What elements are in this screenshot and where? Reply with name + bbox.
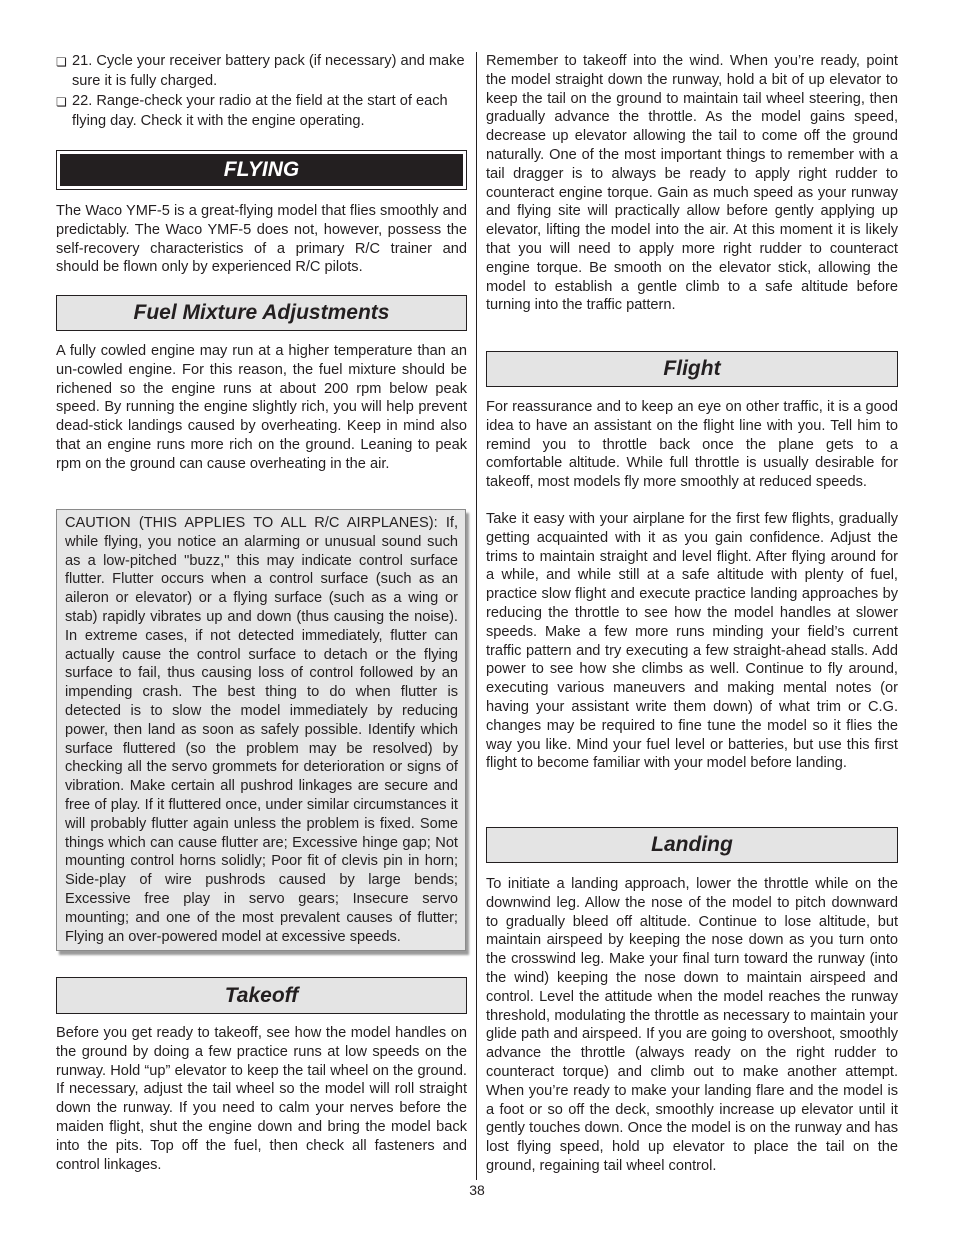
flying-paragraph: The Waco YMF-5 is a great-flying model that flies smoothly and predictably. The Waco YMF-5 does not, however, possess the self-recovery characteristics of a primary R/C trainer and should be flown only by experienced R/C pilots. — [56, 203, 467, 276]
checklist-item — [56, 52, 467, 91]
flight-header: Flight — [486, 351, 898, 387]
checkbox-icon[interactable] — [56, 57, 70, 66]
takeoff-paragraph: Before you get ready to takeoff, see how the model handles on the ground by doing a few practice runs at low speeds on the runway. Hold “up” elevator to keep the tail wheel on the ground. If necessary, adjust the tail wheel so the model will roll straight down the runway. If you need to calm your nerves before the maiden flight, shut the engine down and bring the model back into the pits. Top off the fuel, then check all fasteners and control linkages. — [56, 1025, 467, 1173]
landing-header: Landing — [486, 827, 898, 863]
takeoff-header: Takeoff — [56, 977, 467, 1014]
flying-header — [56, 150, 467, 190]
checklist-item-text: 21. Cycle your receiver battery pack (if necessary) and make sure it is fully charged. — [72, 53, 465, 89]
landing-paragraph: To initiate a landing approach, lower the throttle while on the downwind leg. Allow the nose of the model to pitch downward to gradually bleed off altitude. Continue to lose altitude, but maintain airspeed by keeping the nose down as you turn onto the crosswind leg. Make your final turn toward the runway (into the wind) keeping the nose down to maintain airspeed and control. Level the attitude when the model reaches the runway threshold, modulating the throttle as necessary to maintain your glide path and airspeed. If you are going to overshoot, smoothly advance the throttle (always ready on the right rudder to counteract torque) and climb out to make another attempt. When you’re ready to make your landing flare and the model is a foot or so off the deck, smoothly increase up elevator until it gently touches down. Once the model is on the runway and has lost flying speed, hold up elevator to place the tail on the ground, regaining tail wheel control. — [486, 876, 898, 1174]
flying-title: FLYING — [60, 154, 463, 186]
checklist-item — [56, 92, 467, 131]
flight-paragraph-1: For reassurance and to keep an eye on other traffic, it is a good idea to have an assistant on the flight line with you. Tell him to remind you to throttle back once the plane gets to a comfortable altitude. While full throttle is usually desirable for takeoff, most models fly more smoothly at reduced speeds. — [486, 399, 898, 491]
takeoff-continued-paragraph: Remember to takeoff into the wind. When you’re ready, point the model straight down the runway, hold a bit of up elevator to keep the tail on the ground to maintain tail wheel steering, then gradually advance the throttle. As the model gains speed, decrease up elevator allowing the tail to come off the ground naturally. One of the most important things to remember with a tail dragger is to always be ready to apply right rudder to counteract engine torque. Gain as much speed as your runway and flying site will practically allow before gently applying up elevator, lifting the model into the air. At this moment it is likely that you will need to apply more right rudder to counteract engine torque. Be smooth on the elevator stick, allowing the model to establish a gentle climb to a safe altitude before turning into the traffic pattern. — [486, 53, 898, 314]
checkbox-icon[interactable] — [56, 97, 70, 106]
fuel-mixture-paragraph: A fully cowled engine may run at a higher temperature than an un-cowled engine. For this reason, the fuel mixture should be richened so the engine runs at about 200 rpm below peak speed. By running the engine slightly rich, you will help prevent dead-stick landings caused by overheating. Keep in mind also that an engine runs more rich on the ground. Leaning to peak rpm on the ground can cause overheating in the air. — [56, 343, 467, 472]
fuel-mixture-header: Fuel Mixture Adjustments — [56, 295, 467, 331]
page-number: 38 — [469, 1182, 485, 1198]
caution-box: CAUTION (THIS APPLIES TO ALL R/C AIRPLANES): If, while flying, you notice an alarming or unusual sound such as a low-pitched "buzz," this may indicate control surface flutter. Flutter occurs when a control surface (such as an aileron or elevator) or a flying surface (such as a wing or stab) rapidly vibrates up and down (thus causing the noise). In extreme cases, if not detected immediately, flutter can actually cause the control surface to detach or the flying surface to fail, thus causing loss of control followed by an impending crash. The best thing to do when flutter is detected is to slow the model immediately by reducing power, then land as soon as safely possible. Identify which surface fluttered (so the problem may be resolved) by checking all the servo grommets for deterioration or signs of vibration. Make certain all pushrod linkages are secure and free of play. If it fluttered once, under similar circumstances it will probably flutter again unless the problem is fixed. Some things which can cause flutter are; Excessive hinge gap; Not mounting control horns solidly; Poor fit of clevis pin in horn; Side-play of wire pushrods caused by large bends; Excessive free play in servo gears; Insecure servo mounting; and one of the most prevalent causes of flutter; Flying an over-powered model at excessive speeds. — [56, 509, 466, 951]
checklist-item-text: 22. Range-check your radio at the field at the start of each flying day. Check it with the engine operating. — [72, 93, 448, 129]
column-divider — [476, 52, 477, 1180]
flight-paragraph-2: Take it easy with your airplane for the first few flights, gradually getting acquainted with it as you gain confidence. Adjust the trims to maintain straight and level flight. After flying around for a while, and while still at a safe altitude with plenty of fuel, practice slow flight and execute practice landing approaches by reducing the throttle to see how the model handles at slower speeds. Make a few more runs minding your field’s current traffic pattern and try executing a few straight-ahead stalls. Add power to see how she climbs as well. Continue to fly around, executing various maneuvers and making mental notes (or having your assistant write them down) of what trim or C.G. changes may be required to fine tune the model so it flies the way you like. Mind your fuel level or batteries, but use this first flight to become familiar with your model before landing. — [486, 511, 898, 772]
checklist — [56, 52, 467, 131]
